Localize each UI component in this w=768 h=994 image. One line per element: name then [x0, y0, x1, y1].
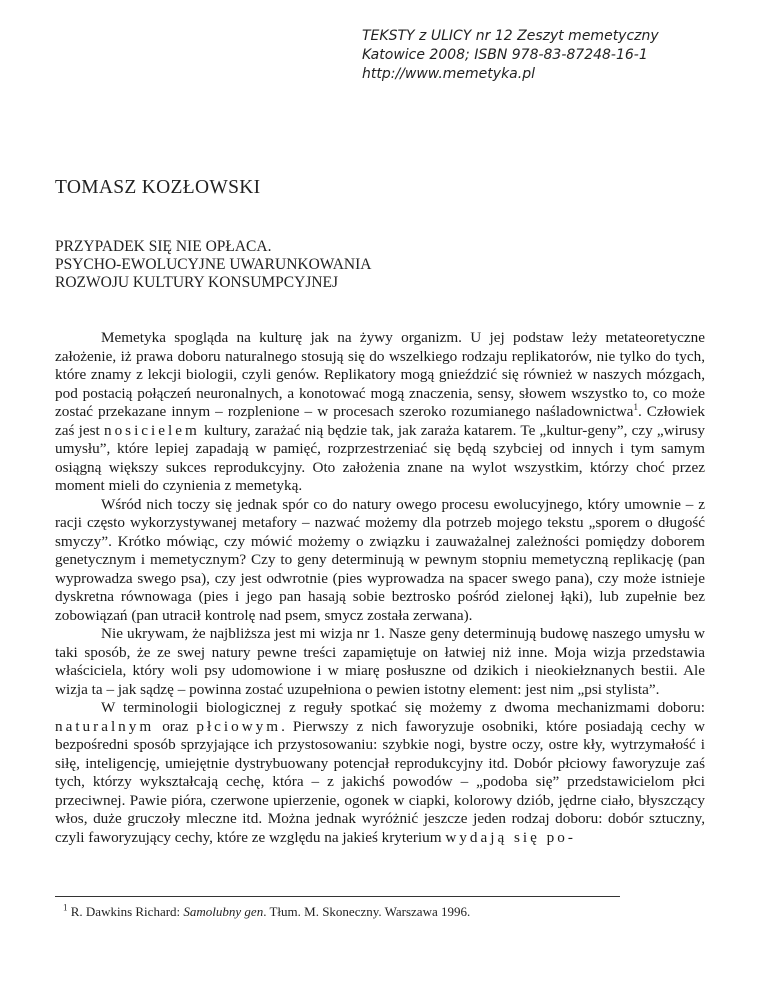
paragraph-4-text-a: W terminologii biologicznej z reguły spotkać się możemy z dwoma mechanizmami doboru:: [101, 699, 705, 716]
article-body: [55, 329, 705, 847]
paragraph-2: Wśród nich toczy się jednak spór co do natury owego procesu ewolucyjnego, który umownie – z racji często wykorzystywanej metafory – nazwać możemy dla potrzeb mojego tekstu „sporem o długość smyczy”. Krótko mówiąc, czy mówić możemy o związku i zauważalnej zależności pomiędzy doborem genetycznym i memetycznym? Czy to geny determinują w pewnym stopniu memetyczną replikację (pan wyprowadza swego psa), czy jest odwrotnie (pies wyprowadza na spacer swego pana), czy może istnieje dyskretna równowaga (pies i jego pan hasają sobie beztrosko pośród zielonej łąki), lub zupełnie bez zobowiązań (pan utracił kontrolę nad psem, smycz została zerwana).: [55, 495, 705, 624]
emphasis-naturalnym: naturalnym: [55, 717, 155, 735]
title-line-1: PRZYPADEK SIĘ NIE OPŁACA.: [55, 238, 272, 255]
emphasis-plciowym: płciowym: [196, 717, 282, 735]
header-line-journal: TEKSTY z ULICY nr 12 Zeszyt memetyczny: [362, 28, 659, 44]
paragraph-3: Nie ukrywam, że najbliższa jest mi wizja nr 1. Nasze geny determinują budowę naszego umysłu w taki sposób, że ze swej natury pewne treści zapamiętuje on łatwiej niż inne. Moja wizja przedstawia właściciela, który woli psy udomowione i w miarę posłuszne od dzikich i nieokiełznanych bestii. Ale wizja ta – jak sądzę – powinna zostać uzupełniona o pewien istotny element: jest nim „psi stylista”.: [55, 625, 705, 698]
footnote: [63, 904, 470, 920]
paragraph-1: [55, 329, 705, 496]
footnote-work-title: Samolubny gen: [183, 904, 264, 919]
title-line-2: PSYCHO-EWOLUCYJNE UWARUNKOWANIA: [55, 256, 372, 273]
paragraph-4-text-b: oraz: [154, 717, 197, 735]
footnote-author: R. Dawkins Richard:: [70, 904, 184, 919]
author-name: TOMASZ KOZŁOWSKI: [55, 177, 261, 198]
paragraph-1-text-c: kultury, zarażać nią będzie tak, jak zaraża katarem. Te „kultur-geny”, czy „wirusy umysłu”, które lepiej zapadają w pamięć, rozprzestrzeniać się będą szybciej od innych i tym samym osiągną większy sukces reprodukcyjny. Oto założenia znane na wylot wszystkim, którzy choć przez moment mieli do czynienia z memetyką.: [55, 421, 706, 494]
footnote-reference: 1: [633, 401, 638, 412]
paragraph-1-text-b: . Człowiek zaś jest: [55, 403, 705, 439]
footnote-mark: 1: [63, 902, 68, 913]
emphasis-nosicielem: nosicielem: [103, 421, 200, 439]
footnote-publication: . Tłum. M. Skoneczny. Warszawa 1996.: [263, 904, 471, 919]
header-line-isbn: Katowice 2008; ISBN 978-83-87248-16-1: [362, 47, 648, 63]
header-line-url: http://www.memetyka.pl: [362, 66, 535, 82]
paragraph-4-text-c: . Pierwszy z nich faworyzuje osobniki, które posiadają cechy w bezpośredni sposób sprzyjające ich przystosowaniu: szybkie nogi, bystre oczy, ostre kły, wytrzymałość i siłę, inteligencję, umiejętnie dystrybuowany potencjał reprodukcyjny itd. Dobór płciowy faworyzuje zaś tych, którzy wykształcają cechę, która – z jakichś powodów – „podoba się” przedstawicielom płci przeciwnej. Pawie pióra, czerwone upierzenie, ogonek w ciapki, kolorowy dziób, jędrne ciało, błyszczący włos, duże gruczoły mleczne itd. Można jednak wyróżnić jeszcze jeden rodzaj doboru: dobór sztuczny, czyli faworyzujący cechy, które ze względu na jakieś kryterium: [55, 717, 705, 846]
journal-header: [362, 27, 742, 84]
emphasis-wydaja-sie: wydają się po-: [445, 828, 576, 846]
title-line-3: ROZWOJU KULTURY KONSUMPCYJNEJ: [55, 274, 339, 291]
paragraph-4: [55, 699, 705, 847]
paragraph-1-text-a: Memetyka spogląda na kulturę jak na żywy organizm. U jej podstaw leży metateoretyczne założenie, iż prawa doboru naturalnego stosują się do wszelkiego rodzaju replikatorów, nie tylko do tych, które znamy z lekcji biologii, czyli genów. Replikatory mogą gnieździć się również w naszych mózgach, pod postacią połączeń neuronalnych, a konotować mogą znaczenia, sensy, słowem wszystko to, co może zostać przekazane innym – rozplenione – w procesach szeroko rozumianego naśladownictwa: [55, 329, 705, 420]
footnote-divider: [55, 896, 620, 897]
article-title: [55, 238, 371, 292]
